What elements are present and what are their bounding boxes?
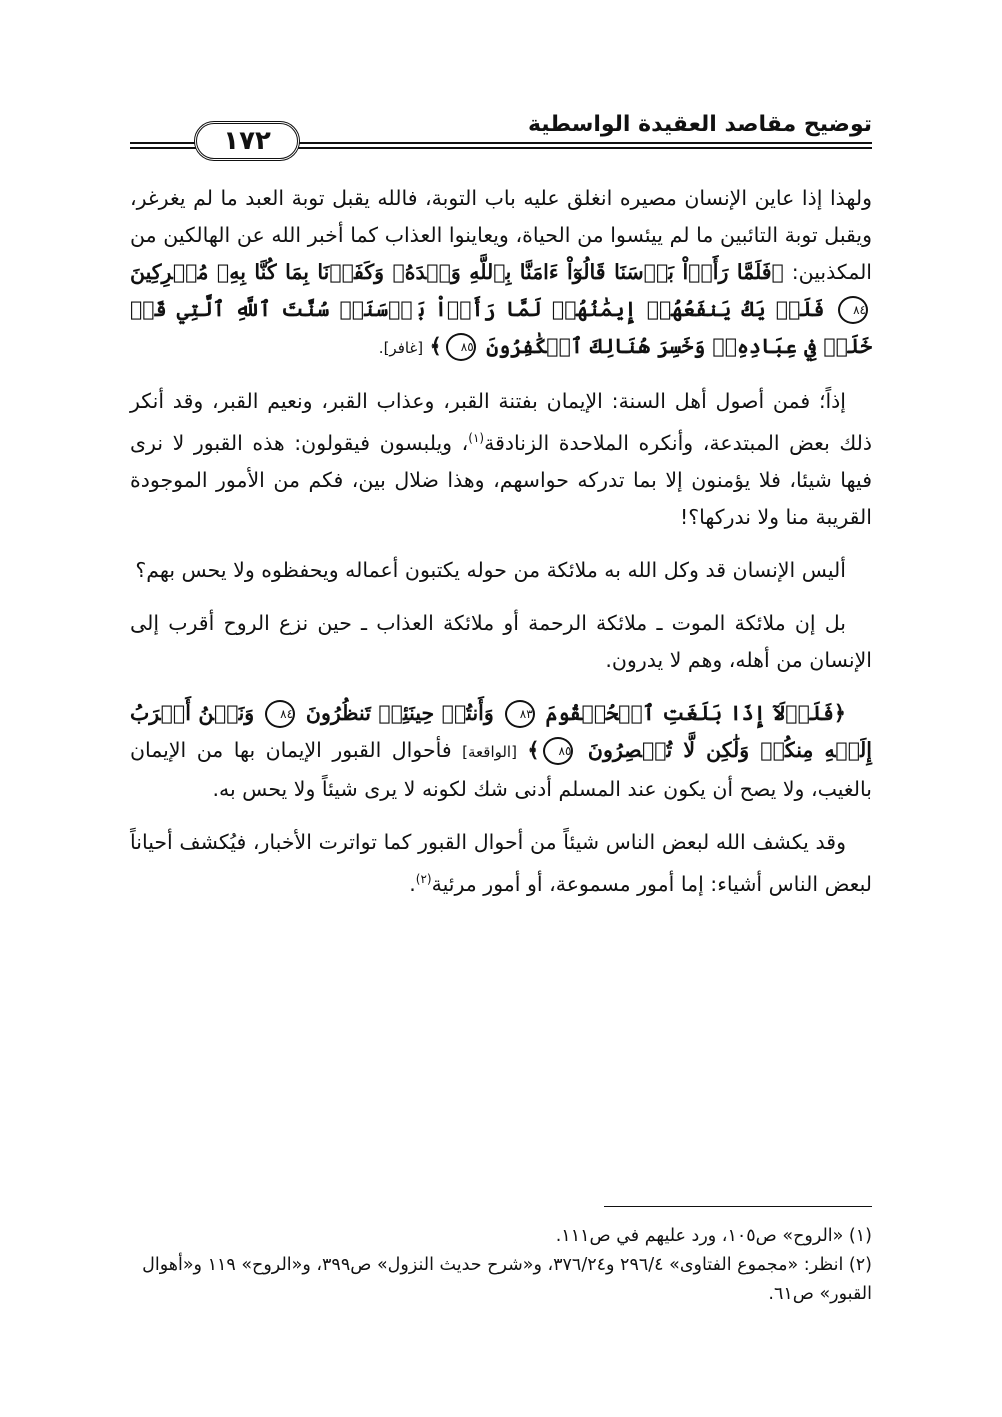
quran-bracket: ﴾: [527, 737, 540, 762]
surah-reference: [غافر].: [378, 339, 424, 357]
footnote-marker[interactable]: (٢): [415, 871, 432, 886]
ayah-number: ٨٤: [838, 296, 868, 324]
paragraph-text: أليس الإنسان قد وكل الله به ملائكة من حوله يكتبون أعماله ويحفظوه ولا يحس بهم؟: [135, 557, 846, 582]
paragraph-text: وقد يكشف الله لبعض الناس شيئاً من أحوال القبور كما تواترت الأخبار، فيُكشف أحياناً لبعض الناس أشياء: إما أمور مسموعة، أو أمور مرئية: [130, 829, 872, 896]
quran-verse: فَلَمۡ يَكُ يَنفَعُهُمۡ إِيمَٰنُهُمۡ لَمَّا رَأَوۡاْ بَأۡسَنَاۖ سُنَّتَ ٱللَّهِ ٱلَّتِي قَدۡ خَلَتۡ فِي عِبَادِهِۦۖ وَخَسِرَ هُنَالِكَ ٱلۡكَٰفِرُونَ: [130, 297, 872, 358]
paragraph-4: [130, 605, 872, 679]
footnote-marker[interactable]: (١): [468, 431, 485, 445]
ayah-number: ٨٥: [446, 333, 476, 361]
page-number: ١٧٢: [194, 121, 300, 161]
paragraph-text: .: [409, 871, 416, 896]
ayah-number: ٨٤: [265, 700, 295, 728]
footnote-1: (١) «الروح» ص١٠٥، ورد عليهم في ص١١١.: [555, 1226, 872, 1246]
quran-verse: وَنَحۡنُ أَقۡرَبُ إِلَيۡهِ مِنكُمۡ وَلَٰكِن لَّا تُبۡصِرُونَ: [130, 700, 872, 762]
paragraph-5: [130, 695, 872, 808]
ayah-number: ٨٥: [543, 737, 573, 765]
footnote-2: (٢) انظر: «مجموع الفتاوى» ٢٩٦/٤ و٣٧٦/٢٤، و«شرح حديث النزول» ص٣٩٩، و«الروح» ١١٩ و«أهوال القبور» ص٦١.: [142, 1255, 872, 1304]
quran-bracket: ﴾: [429, 334, 442, 358]
paragraph-2: [130, 383, 872, 536]
paragraph-text: بل إن ملائكة الموت ـ ملائكة الرحمة أو ملائكة العذاب ـ حين نزع الروح أقرب إلى الإنسان من أهله، وهم لا يدرون.: [130, 610, 872, 672]
surah-reference: [الواقعة]: [462, 742, 517, 761]
paragraph-text: فأحوال القبور الإيمان بها من الإيمان بالغيب، ولا يصح أن يكون عند المسلم أدنى شك لكونه لا يرى شيئاً ولا يحس به.: [130, 737, 872, 801]
quran-verse: وَأَنتُمۡ حِينَئِذٖ تَنظُرُونَ: [305, 700, 494, 725]
ayah-number: ٨٣: [505, 700, 535, 728]
paragraph-3: [130, 552, 872, 589]
paragraph-text: إذاً؛ فمن أصول أهل السنة: الإيمان بفتنة القبر، وعذاب القبر، ونعيم القبر، وقد أنكر ذلك بعض المبتدعة، وأنكره الملاحدة الزنادقة: [130, 389, 872, 455]
page-header: [130, 104, 872, 160]
book-title: توضيح مقاصد العقيدة الواسطية: [520, 112, 872, 137]
paragraph-6: [130, 824, 872, 903]
paragraph-text: ولهذا إذا عاين الإنسان مصيره انغلق عليه باب التوبة، فالله يقبل توبة العبد ما لم يغرغر، ويقبل توبة التائبين ما لم ييئسوا من الحياة، ويعاينوا العذاب كما أخبر الله عن الهالكين من المكذبين:: [130, 186, 873, 284]
paragraph-1: [130, 180, 872, 367]
quran-verse: ﴿فَلَوۡلَآ إِذَا بَلَغَتِ ٱلۡحُلۡقُومَ: [545, 700, 846, 725]
page-body: [130, 180, 872, 903]
footnotes: [130, 1222, 872, 1309]
paragraph-text: ، ويلبسون فيقولون: هذه القبور لا نرى فيها شيئا، فلا يؤمنون إلا بما تدركه حواسهم، وهذا ضلال بين، فكم من الأمور الموجودة القريبة منا ولا ندركها؟!: [130, 430, 872, 529]
footnote-separator: [604, 1206, 872, 1207]
quran-verse: ﴿فَلَمَّا رَأَوۡاْ بَأۡسَنَا قَالُوٓاْ ءَامَنَّا بِٱللَّهِ وَحۡدَهُۥ وَكَفَرۡنَا بِمَا كُنَّا بِهِۦ مُشۡرِكِينَ: [130, 260, 784, 284]
